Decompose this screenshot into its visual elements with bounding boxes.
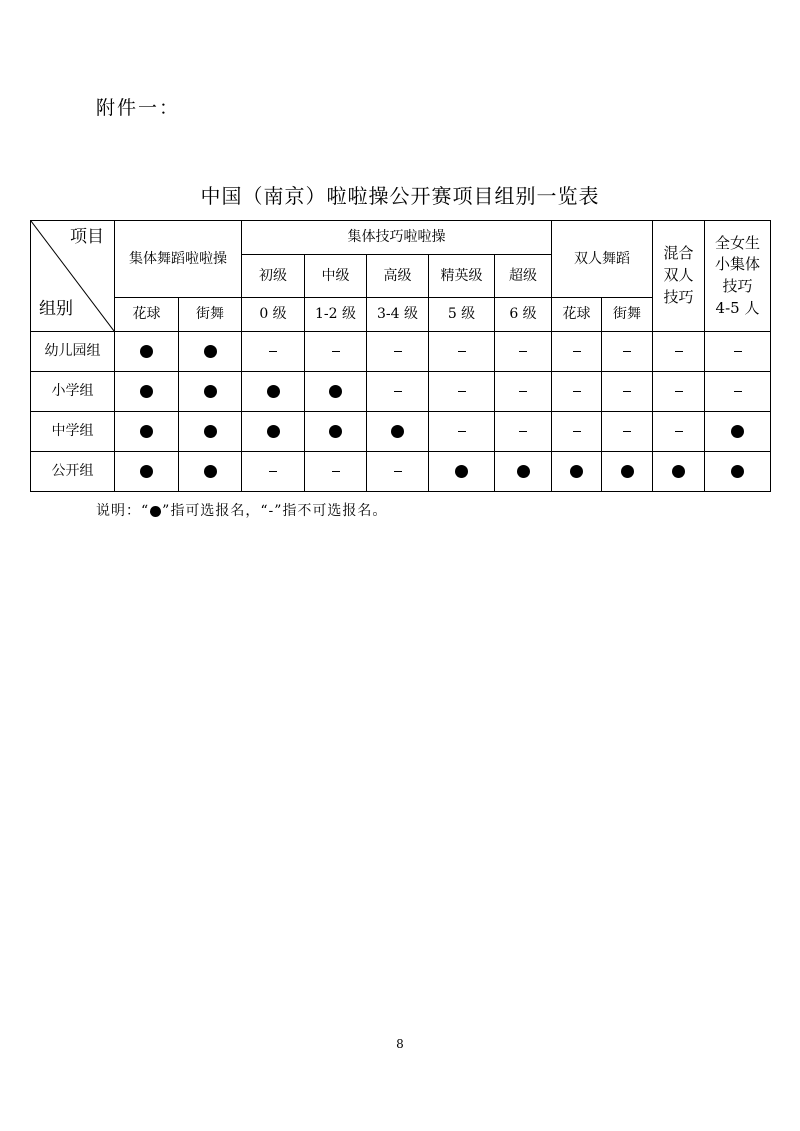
note-middle: ”指可选报名，“ — [162, 503, 269, 519]
mark-cell — [115, 372, 179, 412]
mark-cell — [705, 412, 771, 452]
sub-huaqiu-pair: 花球 — [552, 298, 602, 332]
unavailable-dash-icon — [458, 431, 466, 432]
note-dot-icon — [150, 506, 161, 517]
mark-cell — [115, 332, 179, 372]
mark-cell — [242, 372, 305, 412]
unavailable-dash-icon — [573, 351, 581, 352]
mark-cell — [429, 372, 495, 412]
mark-cell — [429, 452, 495, 492]
sub-level-3-4: 3-4 级 — [367, 298, 429, 332]
mark-cell — [602, 372, 653, 412]
available-dot-icon — [140, 345, 153, 358]
mark-cell — [367, 332, 429, 372]
mark-cell — [305, 332, 367, 372]
unavailable-dash-icon — [394, 351, 402, 352]
mark-cell — [179, 412, 242, 452]
available-dot-icon — [267, 425, 280, 438]
note-suffix: ”指不可选报名。 — [274, 503, 388, 519]
header-quannv-xiaojiti: 全女生 小集体 技巧 4-5 人 — [705, 221, 771, 332]
mark-cell — [115, 452, 179, 492]
unavailable-dash-icon — [675, 351, 683, 352]
available-dot-icon — [570, 465, 583, 478]
corner-label-group: 组别 — [39, 298, 73, 319]
mark-cell — [429, 332, 495, 372]
row-label: 小学组 — [31, 372, 115, 412]
available-dot-icon — [621, 465, 634, 478]
annex-label: 附件一： — [96, 97, 181, 119]
mark-cell — [552, 372, 602, 412]
mark-cell — [602, 452, 653, 492]
sub-jiewu: 街舞 — [179, 298, 242, 332]
row-label: 中学组 — [31, 412, 115, 452]
row-label: 公开组 — [31, 452, 115, 492]
table-row — [31, 372, 771, 412]
mark-cell — [429, 412, 495, 452]
available-dot-icon — [140, 385, 153, 398]
unavailable-dash-icon — [394, 391, 402, 392]
page-number: 8 — [396, 1037, 404, 1051]
sub-jiewu-pair: 街舞 — [602, 298, 653, 332]
mark-cell — [602, 412, 653, 452]
unavailable-dash-icon — [623, 431, 631, 432]
mark-cell — [495, 452, 552, 492]
mark-cell — [242, 452, 305, 492]
available-dot-icon — [204, 425, 217, 438]
unavailable-dash-icon — [623, 391, 631, 392]
available-dot-icon — [140, 425, 153, 438]
mark-cell — [179, 452, 242, 492]
header-jiti-jiqiao: 集体技巧啦啦操 — [242, 221, 552, 255]
corner-header-cell — [31, 221, 115, 332]
mark-cell — [495, 412, 552, 452]
events-table — [30, 220, 771, 492]
sub-level-5: 5 级 — [429, 298, 495, 332]
level-gaoji: 高级 — [367, 255, 429, 298]
note-dash-symbol: - — [268, 503, 275, 519]
mark-cell — [552, 412, 602, 452]
mark-cell — [367, 452, 429, 492]
table-row — [31, 412, 771, 452]
mark-cell — [179, 372, 242, 412]
available-dot-icon — [517, 465, 530, 478]
unavailable-dash-icon — [458, 391, 466, 392]
mark-cell — [653, 372, 705, 412]
table-row — [31, 332, 771, 372]
unavailable-dash-icon — [675, 431, 683, 432]
available-dot-icon — [329, 425, 342, 438]
available-dot-icon — [140, 465, 153, 478]
sub-level-1-2: 1-2 级 — [305, 298, 367, 332]
header-shuangren-wudao: 双人舞蹈 — [552, 221, 653, 298]
mark-cell — [705, 452, 771, 492]
available-dot-icon — [204, 345, 217, 358]
mark-cell — [653, 332, 705, 372]
corner-label-project: 项目 — [70, 227, 104, 247]
unavailable-dash-icon — [573, 431, 581, 432]
mark-cell — [179, 332, 242, 372]
level-zhongji: 中级 — [305, 255, 367, 298]
legend-note — [96, 500, 387, 520]
available-dot-icon — [204, 465, 217, 478]
unavailable-dash-icon — [734, 391, 742, 392]
level-jingying: 精英级 — [429, 255, 495, 298]
mark-cell — [705, 332, 771, 372]
header-jiti-wudao: 集体舞蹈啦啦操 — [115, 221, 242, 298]
available-dot-icon — [731, 465, 744, 478]
mark-cell — [242, 412, 305, 452]
unavailable-dash-icon — [269, 471, 277, 472]
unavailable-dash-icon — [332, 471, 340, 472]
unavailable-dash-icon — [519, 431, 527, 432]
mark-cell — [495, 372, 552, 412]
mark-cell — [705, 372, 771, 412]
unavailable-dash-icon — [519, 351, 527, 352]
available-dot-icon — [329, 385, 342, 398]
available-dot-icon — [672, 465, 685, 478]
mark-cell — [552, 332, 602, 372]
table-row — [31, 452, 771, 492]
note-prefix: 说明：“ — [96, 503, 150, 519]
mark-cell — [305, 372, 367, 412]
unavailable-dash-icon — [458, 351, 466, 352]
mark-cell — [653, 412, 705, 452]
level-chaoji: 超级 — [495, 255, 552, 298]
unavailable-dash-icon — [675, 391, 683, 392]
mark-cell — [653, 452, 705, 492]
document-title: 中国（南京）啦啦操公开赛项目组别一览表 — [200, 184, 600, 208]
header-hunhe-shuangren: 混合 双人 技巧 — [653, 221, 705, 332]
unavailable-dash-icon — [734, 351, 742, 352]
unavailable-dash-icon — [394, 471, 402, 472]
level-chuji: 初级 — [242, 255, 305, 298]
mark-cell — [305, 412, 367, 452]
mark-cell — [242, 332, 305, 372]
mark-cell — [367, 412, 429, 452]
mark-cell — [602, 332, 653, 372]
unavailable-dash-icon — [623, 351, 631, 352]
mark-cell — [305, 452, 367, 492]
mark-cell — [495, 332, 552, 372]
mark-cell — [552, 452, 602, 492]
unavailable-dash-icon — [573, 391, 581, 392]
unavailable-dash-icon — [332, 351, 340, 352]
available-dot-icon — [455, 465, 468, 478]
available-dot-icon — [731, 425, 744, 438]
available-dot-icon — [391, 425, 404, 438]
unavailable-dash-icon — [269, 351, 277, 352]
unavailable-dash-icon — [519, 391, 527, 392]
available-dot-icon — [267, 385, 280, 398]
mark-cell — [115, 412, 179, 452]
sub-huaqiu: 花球 — [115, 298, 179, 332]
available-dot-icon — [204, 385, 217, 398]
sub-level-6: 6 级 — [495, 298, 552, 332]
mark-cell — [367, 372, 429, 412]
sub-level-0: 0 级 — [242, 298, 305, 332]
row-label: 幼儿园组 — [31, 332, 115, 372]
